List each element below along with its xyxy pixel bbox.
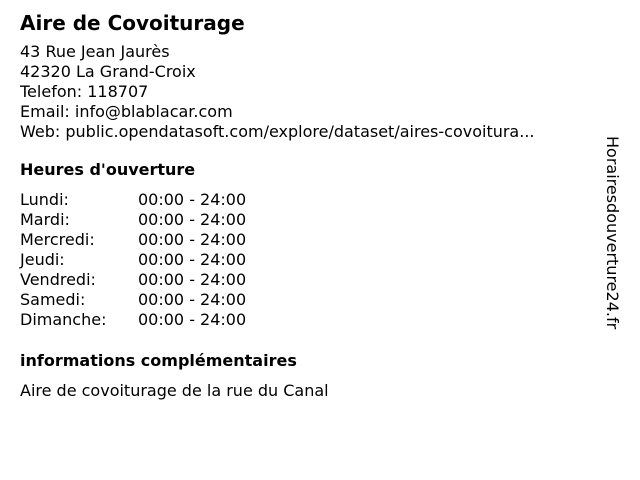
info-heading: informations complémentaires xyxy=(20,351,297,370)
info-text: Aire de covoiturage de la rue du Canal xyxy=(20,381,329,400)
place-card xyxy=(20,10,595,401)
hours-row-lundi xyxy=(20,190,595,210)
brand-watermark: Horairesdouverture24.fr xyxy=(603,136,622,330)
time-range: 00:00 - 24:00 xyxy=(138,210,247,229)
hours-row-vendredi xyxy=(20,270,595,290)
time-range: 00:00 - 24:00 xyxy=(138,230,247,249)
day-label: Vendredi: xyxy=(20,270,96,289)
hours-row-samedi xyxy=(20,290,595,310)
time-range: 00:00 - 24:00 xyxy=(138,250,247,269)
time-range: 00:00 - 24:00 xyxy=(138,270,247,289)
time-range: 00:00 - 24:00 xyxy=(138,190,247,209)
day-label: Jeudi: xyxy=(20,250,65,269)
hours-row-mardi xyxy=(20,210,595,230)
day-label: Samedi: xyxy=(20,290,86,309)
hours-row-jeudi xyxy=(20,250,595,270)
web-line: Web: public.opendatasoft.com/explore/dataset/aires-covoitura... xyxy=(20,122,535,141)
hours-heading: Heures d'ouverture xyxy=(20,160,196,179)
hours-row-mercredi xyxy=(20,230,595,250)
day-label: Dimanche: xyxy=(20,310,107,329)
day-label: Mercredi: xyxy=(20,230,95,249)
street-address: 43 Rue Jean Jaurès xyxy=(20,42,170,61)
time-range: 00:00 - 24:00 xyxy=(138,290,247,309)
email-line: Email: info@blablacar.com xyxy=(20,102,233,121)
place-title: Aire de Covoiturage xyxy=(20,11,245,35)
day-label: Lundi: xyxy=(20,190,69,209)
phone-line: Telefon: 118707 xyxy=(20,82,149,101)
day-label: Mardi: xyxy=(20,210,70,229)
time-range: 00:00 - 24:00 xyxy=(138,310,247,329)
hours-table xyxy=(20,190,595,330)
hours-row-dimanche xyxy=(20,310,595,330)
city-address: 42320 La Grand-Croix xyxy=(20,62,196,81)
